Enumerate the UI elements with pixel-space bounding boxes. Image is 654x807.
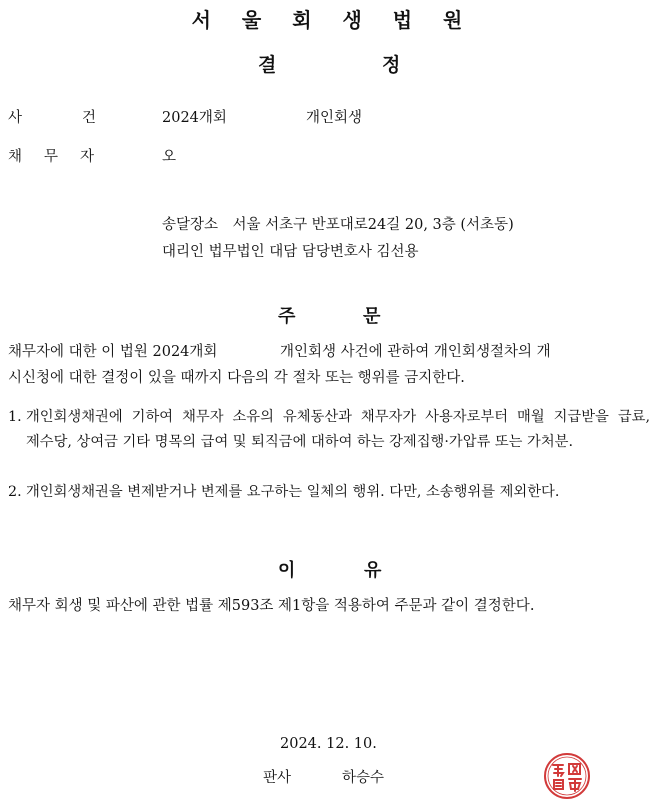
order-item-2 <box>8 480 650 505</box>
case-label-char-2: 건 <box>82 110 97 126</box>
debtor-name: 오 <box>162 149 177 165</box>
order-intro-line-1: 채무자에 대한 이 법원 2024개회 개인회생 사건에 관하여 개인회생절차의 개 <box>8 344 551 360</box>
document-type-right: 정 <box>382 54 401 76</box>
judge-name: 하승수 <box>342 770 385 786</box>
order-heading-right: 문 <box>363 306 381 327</box>
reason-heading-left: 이 <box>278 560 296 581</box>
debtor-label-char-2: 무 <box>44 149 59 165</box>
court-name: 서 울 회 생 법 원 <box>191 8 475 32</box>
case-number: 2024개회 <box>162 110 227 126</box>
order-item-2-text: 개인회생채권을 변제받거나 변제를 요구하는 일체의 행위. 다만, 소송행위를 제외한다. <box>26 484 560 500</box>
case-type: 개인회생 <box>306 110 363 126</box>
order-item-1-text: 개인회생채권에 기하여 채무자 소유의 유체동산과 채무자가 사용자로부터 매월 지급받을 급료, 제수당, 상여금 기타 명목의 급여 및 퇴직금에 대하여 하는 강제집행·가압류 또는 가처분. <box>26 409 650 450</box>
case-label-char-1: 사 <box>8 110 23 126</box>
order-item-2-number: 2. <box>8 484 22 500</box>
attorney: 대리인 법무법인 대담 담당변호사 김선용 <box>162 244 419 260</box>
order-heading-left: 주 <box>278 306 296 327</box>
reason-heading-right: 유 <box>364 560 382 581</box>
judge-seal-icon <box>543 752 591 800</box>
order-intro-line-2: 시신청에 대한 결정이 있을 때까지 다음의 각 절차 또는 행위를 금지한다. <box>8 370 465 386</box>
debtor-label-char-1: 채 <box>8 149 23 165</box>
document-type-left: 결 <box>258 54 277 76</box>
judge-title: 판사 <box>263 770 292 786</box>
debtor-label-char-3: 자 <box>80 149 95 165</box>
decision-date: 2024. 12. 10. <box>280 736 377 752</box>
reason-text: 채무자 회생 및 파산에 관한 법률 제593조 제1항을 적용하여 주문과 같이 결정한다. <box>8 598 535 614</box>
order-item-1-number: 1. <box>8 409 22 425</box>
order-item-1 <box>8 405 650 455</box>
delivery-address: 송달장소 서울 서초구 반포대로24길 20, 3층 (서초동) <box>162 217 514 233</box>
